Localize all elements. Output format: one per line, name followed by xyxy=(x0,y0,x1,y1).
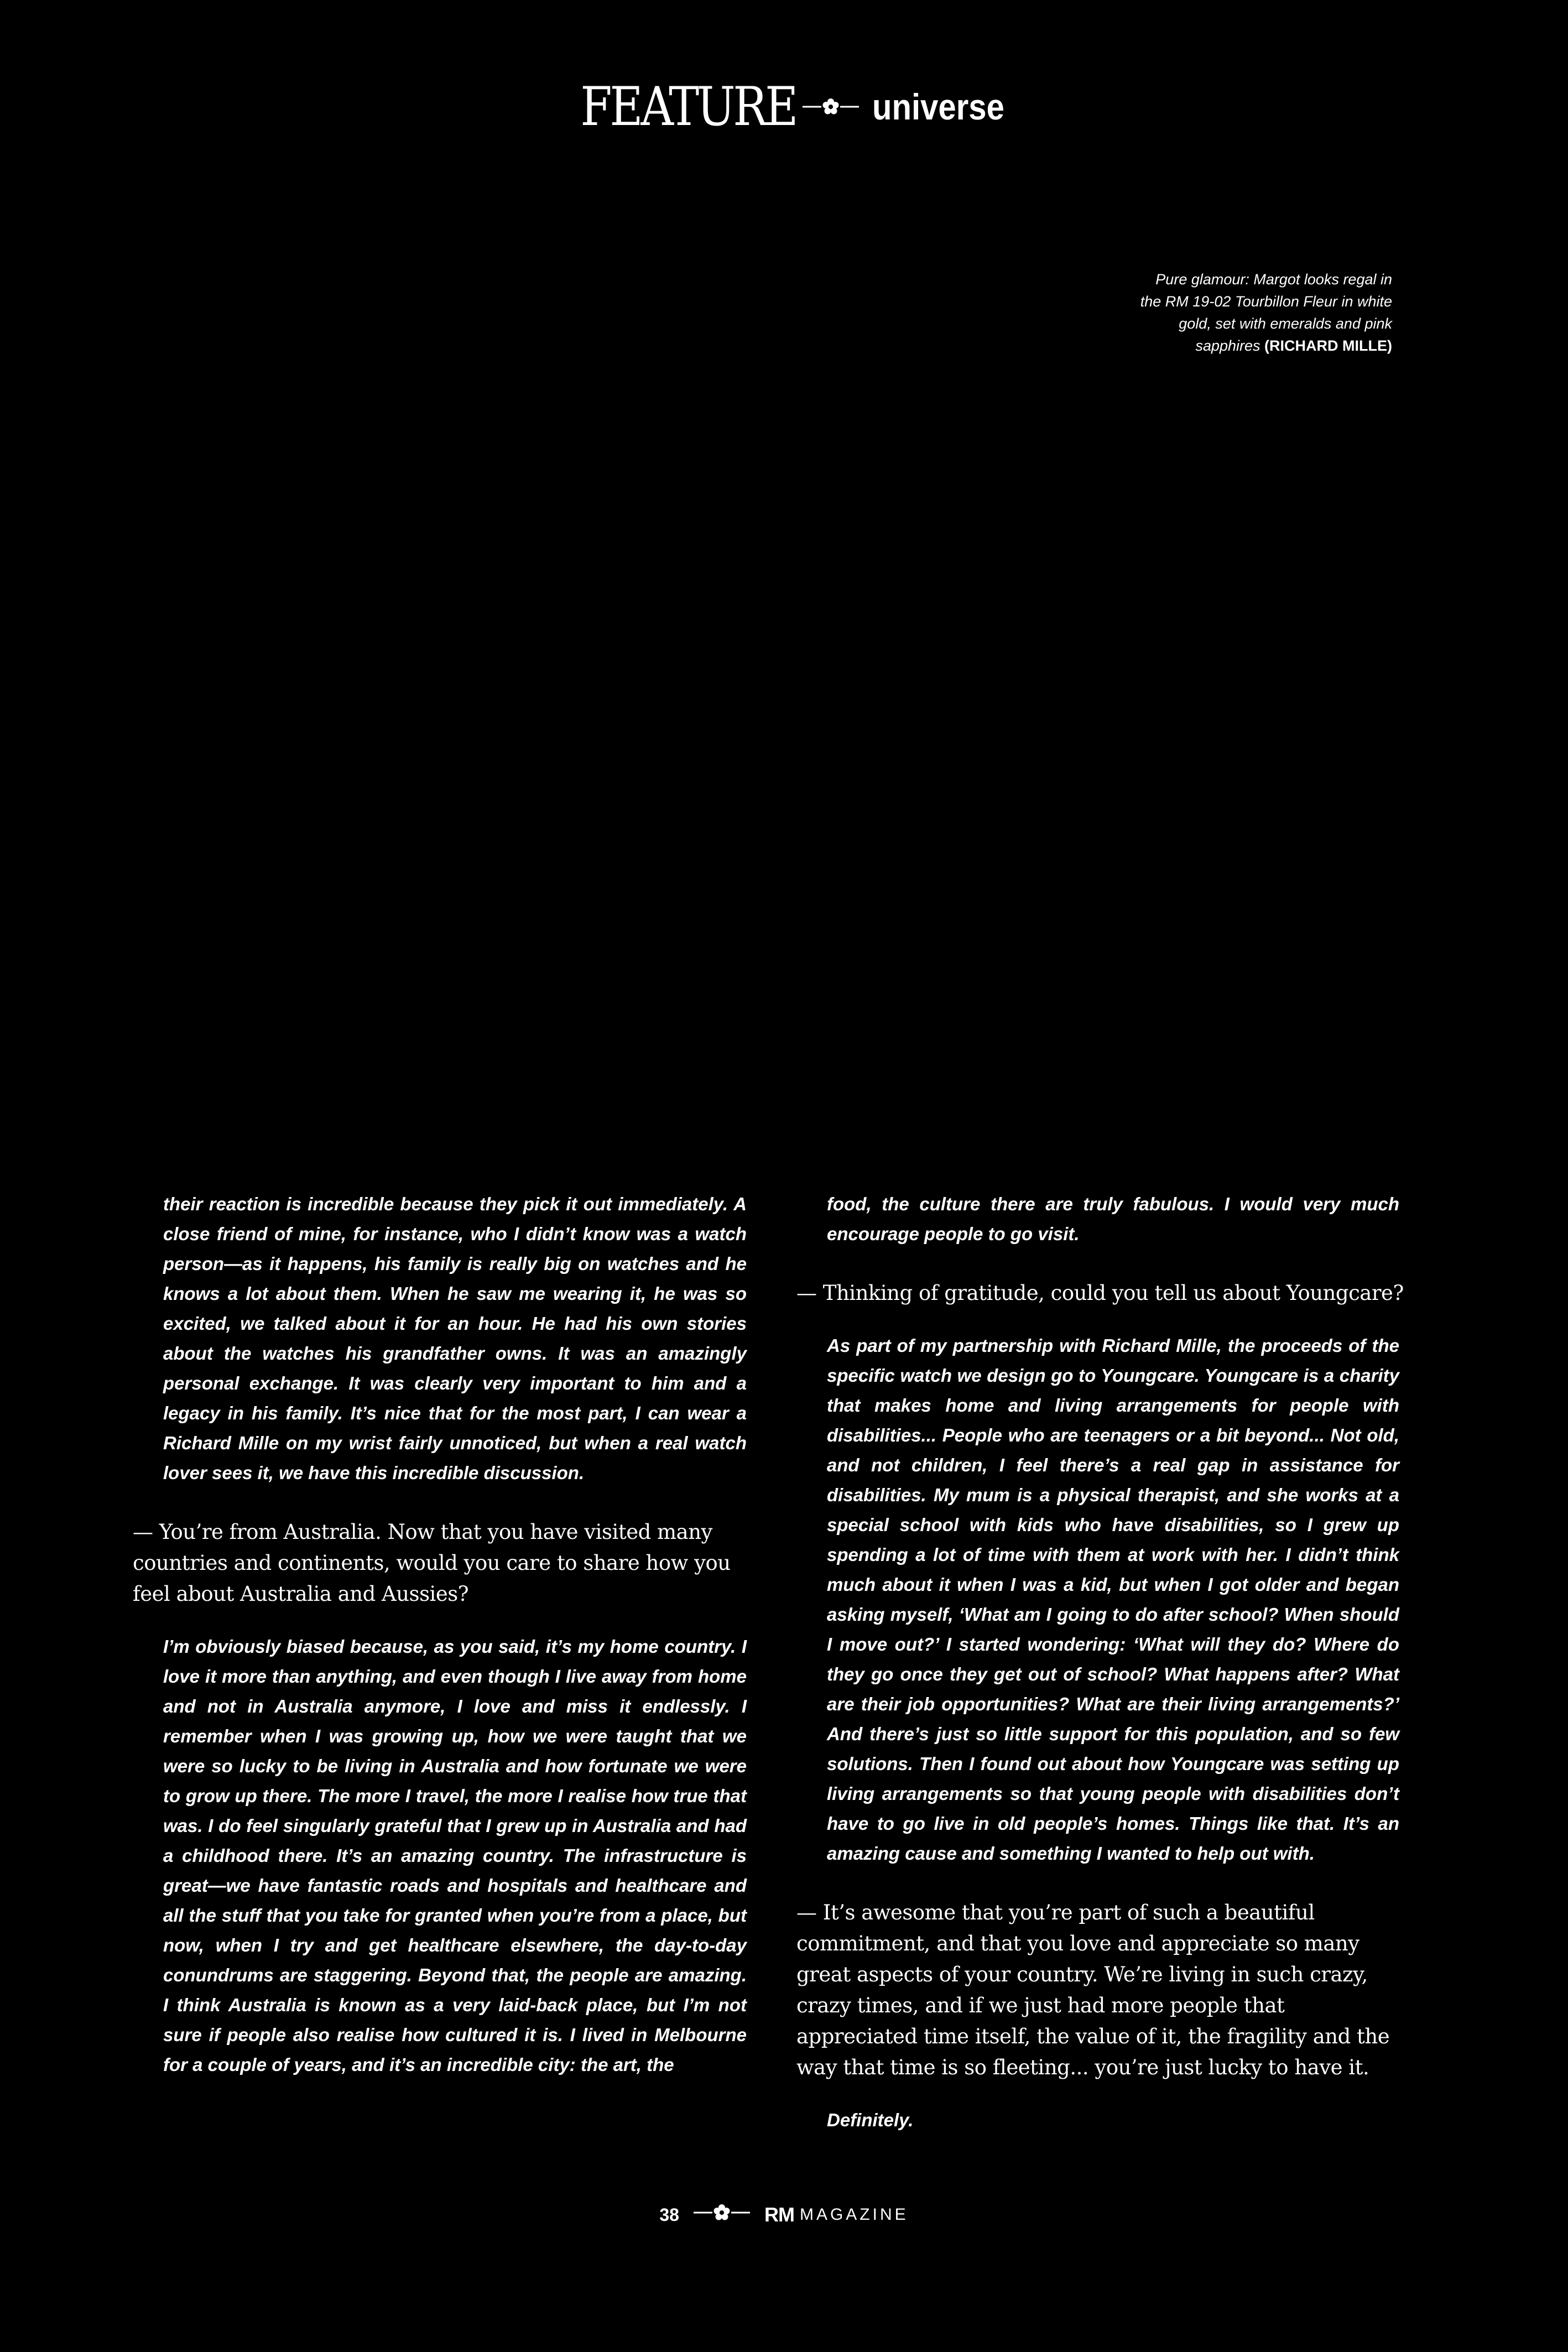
interview-question: — Thinking of gratitude, could you tell us about Youngcare? xyxy=(796,1281,1404,1305)
caption-credit: (RICHARD MILLE) xyxy=(1264,337,1392,354)
section-title: FEATURE xyxy=(580,76,796,138)
answer-paragraph: As part of my partnership with Richard Mille, the proceeds of the specific watch we design go to Youngcare. Youngcare is a charity that makes home and living arrangements for people with disabilities... People who are teenagers or a bit beyond... Not old, and not children, I feel there’s a real gap in assistance for disabilities. My mum is a physical therapist, and she works at a special school with kids who have disabilities, so I grew up spending a lot of time with them at work with her. I didn’t think much about it when I was a kid, but when I got older and began asking myself, ‘What am I going to do after school? When should I move out?’ I started wondering: ‘What will they do? Where do they go once they get out of school? What happens after? What are their job opportunities? What are their living arrangements?’ And there’s just so little support for this population, and so few solutions. Then I found out about how Youngcare was setting up living arrangements so that young people with disabilities don’t have to go live in old people’s homes. Things like that. It’s an amazing cause and something I wanted to help out with. xyxy=(827,1335,1399,1864)
brand-logo: RM xyxy=(764,2203,794,2226)
section-topic: universe xyxy=(872,86,1005,127)
caption-text: Pure glamour: Margot looks regal in the RM 19-02 Tourbillon Fleur in white gold, set with emeralds and pink sapphires xyxy=(1140,271,1392,354)
interview-question: — It’s awesome that you’re part of such a beautiful commitment, and that you love and appreciate so many great aspects of your country. We’re living in such crazy, crazy times, and if we just had more people that appreciated time itself, the value of it, the fragility and the way that time is so fleeting... you’re just lucky to have it. xyxy=(796,1901,1390,2079)
flower-icon xyxy=(691,2202,752,2228)
page-header xyxy=(0,76,1568,138)
flower-icon xyxy=(800,96,861,118)
interview-question: — You’re from Australia. Now that you have visited many countries and continents, would you care to share how you feel about Australia and Aussies? xyxy=(133,1520,731,1606)
answer-paragraph: I’m obviously biased because, as you said, it’s my home country. I love it more than anything, and even though I live away from home and not in Australia anymore, I love and miss it endlessly. I remember when I was growing up, how we were taught that we were so lucky to be living in Australia and how fortunate we were to grow up there. The more I travel, the more I realise how true that was. I do feel singularly grateful that I grew up in Australia and had a childhood there. It’s an amazing country. The infrastructure is great—we have fantastic roads and hospitals and healthcare and all the stuff that you take for granted when you’re from a place, but now, when I try and get healthcare elsewhere, the day-to-day conundrums are staggering. Beyond that, the people are amazing. I think Australia is known as a very laid-back place, but I’m not sure if people also realise how cultured it is. I lived in Melbourne for a couple of years, and it’s an incredible city: the art, the xyxy=(163,1636,747,2075)
page-footer xyxy=(0,2202,1568,2228)
answer-paragraph: Definitely. xyxy=(827,2110,914,2130)
page-number: 38 xyxy=(659,2204,679,2225)
right-column xyxy=(796,1189,1405,2135)
answer-paragraph: their reaction is incredible because they pick it out immediately. A close friend of mine, for instance, who I didn’t know was a watch person—as it happens, his family is really big on watches and he knows a lot about them. When he saw me wearing it, he was so excited, we talked about it for an hour. He had his own stories about the watches his grandfather owns. It was an amazingly personal exchange. It was clearly very important to him and a legacy in his family. It’s nice that for the most part, I can wear a Richard Mille on my wrist fairly unnoticed, but when a real watch lover sees it, we have this incredible discussion. xyxy=(163,1194,747,1483)
magazine-name: MAGAZINE xyxy=(799,2205,909,2224)
photo-caption xyxy=(1138,268,1392,357)
answer-paragraph: food, the culture there are truly fabulous. I would very much encourage people to go visit. xyxy=(827,1194,1399,1244)
left-column xyxy=(133,1189,752,2080)
